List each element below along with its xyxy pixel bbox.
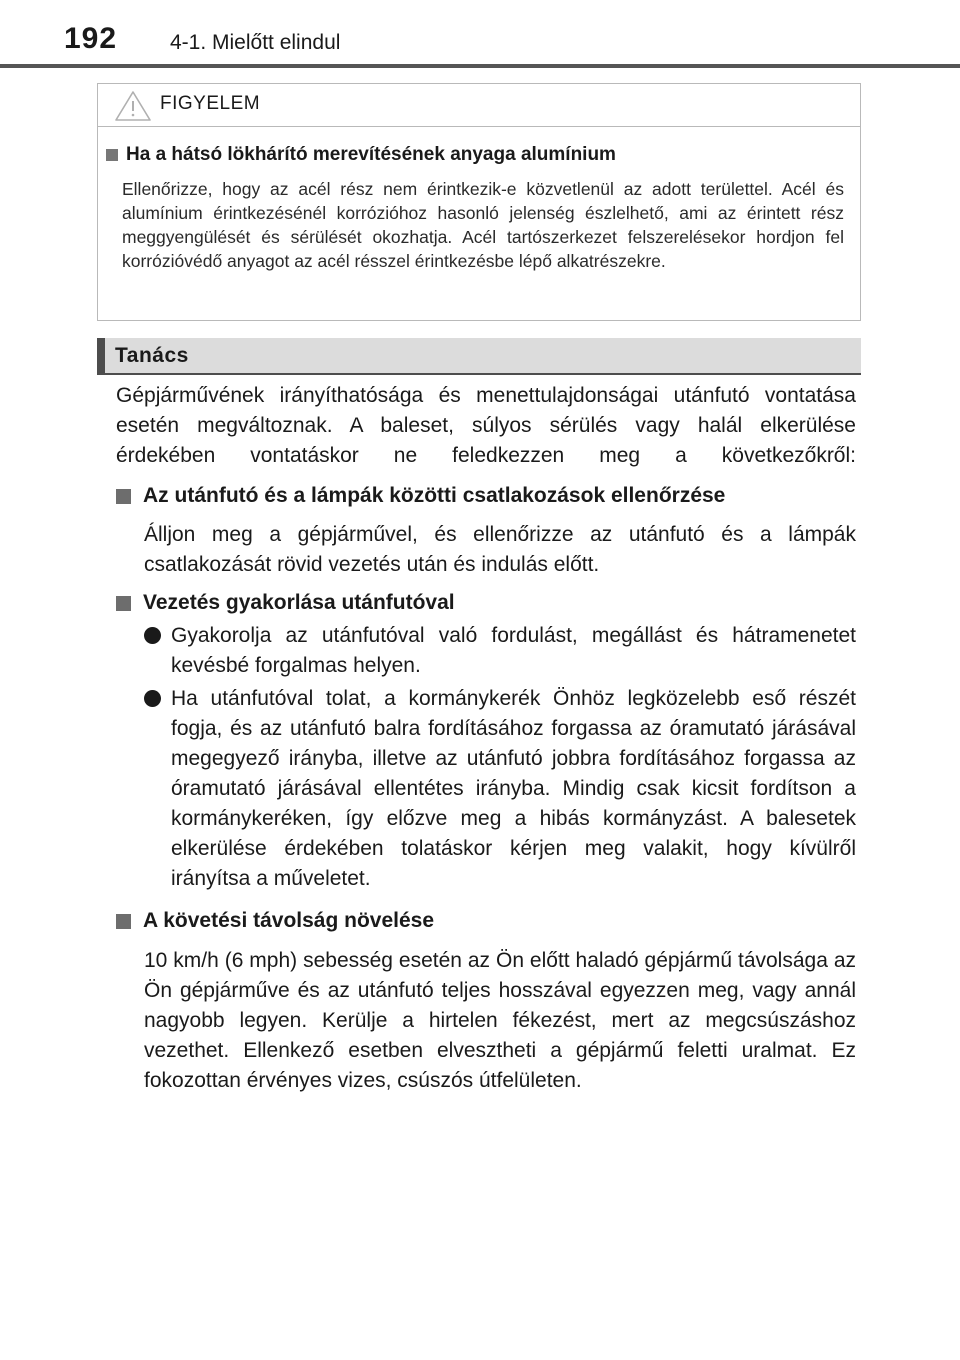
tip-title: Tanács <box>115 344 189 367</box>
section-title: 4-1. Mielőtt elindul <box>170 31 341 54</box>
square-bullet-icon <box>116 914 131 929</box>
subheading-practice <box>116 591 455 615</box>
tip-accent-bar <box>97 338 105 374</box>
warning-title: FIGYELEM <box>160 93 261 114</box>
warning-triangle-icon <box>114 90 152 122</box>
warning-subheading <box>106 144 616 166</box>
bullet-dot-icon <box>144 627 161 644</box>
paragraph-connections: Álljon meg a gépjárművel, és ellenőrizze az utánfutó és a lámpák csatlakozását rövid vezetés után és indulás előtt. <box>144 523 856 576</box>
page-header <box>0 0 960 68</box>
warning-body: Ellenőrizze, hogy az acél rész nem érintkezik-e közvetlenül az adott területtel. Acél és alumínium érintkezésénél korrózióhoz hasonló jelenség észlelhető, ami az érintett rész meggyengülését és sérülését okozhatja. Acél tartószerkezet felszerelésekor hordjon fel korrózióvédő anyagot az acél résszel érintkezésbe lépő alkatrészekre. <box>122 179 844 271</box>
header-divider <box>0 64 960 68</box>
tip-heading-bar <box>97 338 861 374</box>
square-bullet-icon <box>116 489 131 504</box>
subheading-distance <box>116 909 434 933</box>
warning-subheading-text: Ha a hátsó lökhárító merevítésének anyaga alumínium <box>126 144 616 165</box>
subheading-connections <box>116 484 725 508</box>
warning-box <box>97 83 861 321</box>
page-number: 192 <box>64 22 118 55</box>
paragraph-distance: 10 km/h (6 mph) sebesség esetén az Ön előtt haladó gépjármű távolsága az Ön gépjárműve és az utánfutó teljes hosszával egyezzen meg, vagy annál nagyobb legyen. Kerülje a hirtelen fékezést, mert az megcsúszáshoz vezethet. Ellenkező esetben elvesztheti a gépjármű feletti uralmat. Ez fokozottan érvényes vizes, csúszós útfelületen. <box>144 949 856 1092</box>
list-item-text: Gyakorolja az utánfutóval való fordulást, megállást és hátramenetet kevésbé forgalmas helyen. <box>171 624 856 677</box>
square-bullet-icon <box>106 149 118 161</box>
list-item <box>144 621 856 681</box>
tip-divider <box>97 373 861 375</box>
square-bullet-icon <box>116 596 131 611</box>
subheading-text: A követési távolság növelése <box>143 909 435 932</box>
subheading-text: Vezetés gyakorlása utánfutóval <box>143 591 455 614</box>
subheading-text: Az utánfutó és a lámpák közötti csatlakozások ellenőrzése <box>143 484 726 507</box>
bullet-dot-icon <box>144 690 161 707</box>
list-item <box>144 684 856 894</box>
list-item-text: Ha utánfutóval tolat, a kormánykerék Önhöz legközelebb eső részét fogja, és az utánfutó balra fordításához forgassa az óramutató járásával megegyező irányba, illetve az utánfutó jobbra fordításához forgassa az óramutató járásával ellentétes irányba. Mindig csak kicsit fordítson a kormánykeréken, így előzve meg a hibás kormányzást. A balesetek elkerülése érdekében tolatáskor kérjen meg valakit, hogy kívülről irányítsa a műveletet. <box>171 687 856 890</box>
warning-header <box>98 84 860 127</box>
tip-intro: Gépjárművének irányíthatósága és menettulajdonságai utánfutó vontatása esetén megváltoznak. A baleset, súlyos sérülés vagy halál elkerülése érdekében vontatáskor ne feledkezzen meg a következőkről: <box>116 384 856 467</box>
